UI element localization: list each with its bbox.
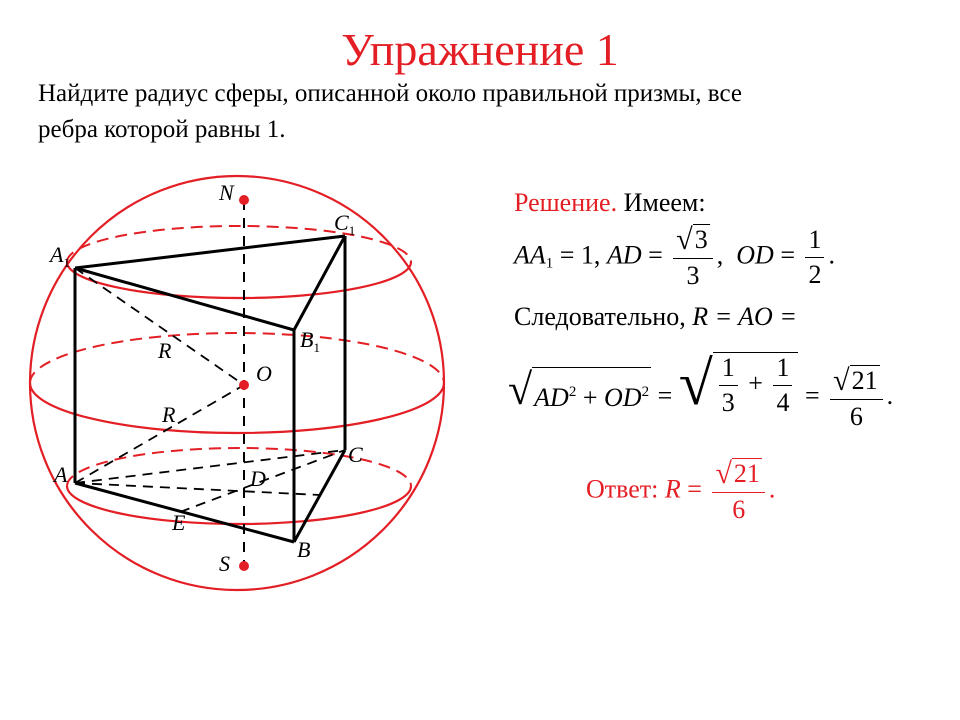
frac-od-den: 2: [808, 260, 822, 289]
consequently-text: Следовательно,: [514, 302, 693, 331]
label-b1: $B_1$: [300, 327, 320, 355]
frac-od-num: 1: [805, 225, 824, 258]
frac-result-den: 6: [849, 401, 863, 431]
hidden-edges: [75, 268, 345, 512]
radius-computation: √ $AD^2 + OD^2$ = √ $\frac{1}{3}$ + $\frac{1}{4}$ = √ 21 6 .: [508, 350, 894, 431]
sum-root: √ $\frac{1}{3}$ + $\frac{1}{4}$: [679, 352, 799, 418]
answer-label: Ответ:: [586, 474, 659, 504]
frac-ad-den: 3: [686, 261, 700, 290]
eq-aa1-sub: 1: [545, 255, 554, 272]
label-n: N: [219, 180, 234, 205]
lower-circle-front: [67, 486, 411, 524]
label-o: O: [256, 361, 272, 386]
problem-line-1: Найдите радиус сферы, описанной около правильной призмы, все: [38, 80, 742, 107]
answer-frac: √ 21 6: [712, 458, 764, 525]
solution-header: [514, 188, 706, 218]
point-s: [239, 561, 249, 571]
label-a: A: [54, 462, 68, 487]
frac-ad: √ 3 3: [673, 224, 712, 291]
upper-circle-back: [67, 226, 411, 262]
answer-num: 21: [733, 459, 760, 488]
given-values: $AA_1 = 1$, AD = √ 3 3 , OD = $\frac{1}{2}$ .: [514, 223, 835, 290]
label-a1: $A_1$: [50, 242, 70, 270]
exp-od: 2: [641, 384, 650, 400]
equator-front: [30, 383, 444, 433]
prism-edges: [75, 236, 345, 542]
frac-result-num: 21: [851, 365, 878, 395]
point-n: [239, 195, 249, 205]
problem-line-2: ребра которой равны 1.: [38, 116, 286, 143]
label-d: D: [250, 466, 266, 491]
label-c: C: [348, 442, 363, 467]
frac-third: [719, 353, 738, 418]
outer-root: √ $AD^2 + OD^2$: [508, 367, 651, 422]
root-ad: AD: [534, 383, 569, 412]
label-s: S: [219, 551, 230, 576]
answer: Ответ: R = √ 21 6 .: [586, 457, 776, 524]
solution-label: Решение.: [514, 188, 618, 217]
answer-r: R: [664, 474, 681, 504]
answer-den: 6: [732, 495, 746, 524]
consequently-line: [514, 302, 797, 332]
label-c1: $C_1$: [334, 210, 356, 238]
eq-ad-lhs: AD: [606, 240, 642, 270]
equator-back: [30, 333, 444, 383]
eq-aa1-rest: = 1,: [553, 240, 607, 270]
eq-od-lhs: OD: [736, 240, 774, 270]
frac-third-den: 3: [721, 388, 735, 417]
point-o: [239, 380, 249, 390]
label-e: E: [172, 510, 186, 535]
r-equals-ao: R = AO =: [692, 302, 797, 331]
exp-ad: 2: [568, 384, 577, 400]
label-r-upper: R: [158, 338, 172, 363]
slide-title: Упражнение 1: [341, 24, 619, 75]
frac-quarter: [773, 353, 792, 418]
frac-result: √ 21 6: [830, 365, 882, 432]
root-od: OD: [604, 383, 642, 412]
frac-od: [805, 225, 824, 290]
label-r-lower: R: [162, 402, 176, 427]
frac-third-num: 1: [719, 353, 738, 386]
label-b: B: [297, 537, 311, 562]
frac-ad-num: 3: [694, 225, 708, 254]
frac-quarter-den: 4: [776, 388, 790, 417]
eq-aa1: AA: [514, 240, 546, 270]
solution-intro: Имеем:: [623, 188, 706, 217]
frac-quarter-num: 1: [773, 353, 792, 386]
